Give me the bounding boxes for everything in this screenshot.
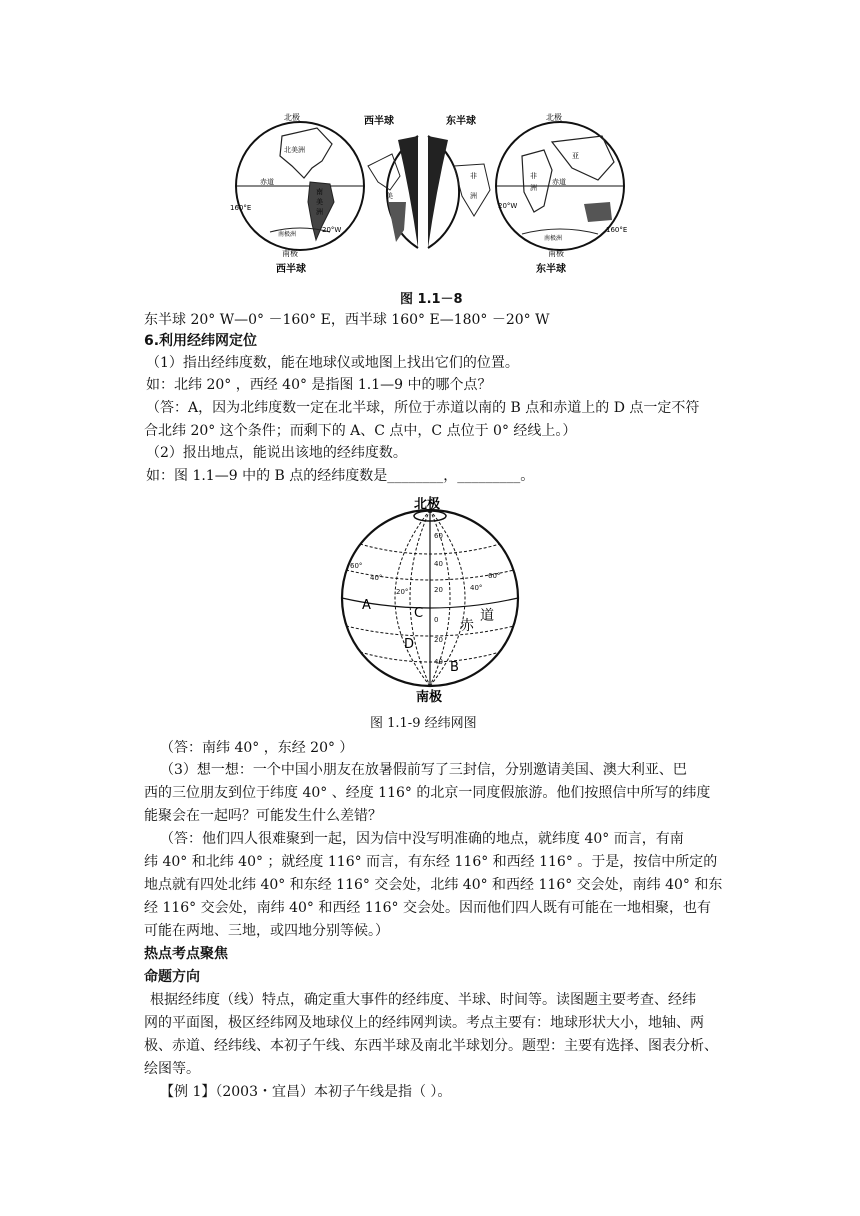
lon-160e-label: 160°E [606,226,628,234]
figure-caption: 图 1.1-9 经纬网图 [370,716,477,731]
east-hemisphere-title: 东半球 [446,116,476,127]
text-line: 西的三位朋友到位于纬度 40° 、经度 116° 的北京一同度假旅游。他们按照信中所写的纬度 [144,785,711,801]
text-line: 经 116° 交会处，南纬 40° 和西经 116° 交会处。因而他们四人既有可能在一地相聚，也有 [144,900,711,916]
text-line: （3）想一想：一个中国小朋友在放暑假前写了三封信，分别邀请美国、澳大利亚、巴 [160,762,687,778]
equator-label: 道 [480,608,494,624]
antarctica-label: 南极洲 [278,231,297,238]
north-pole-label: 北极 [546,113,562,122]
equator-label: 赤 [460,618,474,634]
text-line: （答：南纬 40° ，东经 20° ） [160,740,354,756]
section-heading: 热点考点聚焦 [144,946,228,962]
west-hemisphere-title: 西半球 [276,264,306,275]
equator-label: 赤道 [552,178,566,186]
antarctica-label: 南极洲 [544,235,563,242]
text-line: （1）指出经纬度数，能在地球仪或地图上找出它们的位置。 [146,355,519,371]
text-line: 如：图 1.1—9 中的 B 点的经纬度数是________，_________。 [146,468,535,484]
section-heading: 6.利用经纬网定位 [144,333,258,349]
africa-label: 洲 [470,192,477,200]
west-hemisphere-map [236,122,364,250]
svg-text:40: 40 [434,560,443,568]
africa-label: 非 [530,172,537,180]
text-line: 地点就有四处北纬 40° 和东经 116° 交会处，北纬 40° 和西经 116° 交会处，南纬 40° 和东 [144,877,723,893]
text-line: 绘图等。 [144,1061,200,1077]
west-hemisphere-title: 西半球 [364,116,394,127]
east-hemisphere-title: 东半球 [536,264,566,275]
svg-text:60: 60 [434,532,443,540]
text-line: 纬 40° 和北纬 40° ；就经度 116° 而言，有东经 116° 和西经 116° 。于是，按信中所定的 [144,854,718,870]
south-america-label: 美 [316,198,323,206]
text-line: （答：他们四人很难聚到一起，因为信中没写明准确的地点，就纬度 40° 而言，有南 [160,831,684,847]
lon-160e-label: 160°E [230,204,252,212]
text-line: 如：北纬 20° ，西经 40° 是指图 1.1—9 中的哪个点？ [146,377,492,393]
lon-20w-label: 20°W [498,202,518,210]
figure-caption: 图 1.1－8 [400,292,463,307]
figure-hemispheres [222,106,642,286]
svg-text:40°: 40° [370,574,383,582]
svg-text:20: 20 [434,636,443,644]
section-heading: 命题方向 [144,969,200,985]
example-question: 【例 1】（2003・宜昌）本初子午线是指（ ）。 [160,1084,452,1100]
south-america-label: 南 [316,188,323,196]
point-b-label: B [450,660,459,675]
point-d-label: D [404,637,415,652]
east-hemisphere-map [496,122,624,250]
text-line: 网的平面图，极区经纬网及地球仪上的经纬网判读。考点主要有：地球形状大小，地轴、两 [144,1015,704,1031]
svg-text:20: 20 [434,586,443,594]
point-c-label: C [414,606,424,621]
svg-text:0: 0 [434,616,439,624]
equator-label: 赤道 [260,178,274,186]
asia-label: 亚 [572,152,579,160]
south-pole-label: 南极 [416,690,443,704]
text-line: （答：A，因为北纬度数一定在北半球，所位于赤道以南的 B 点和赤道上的 D 点一定不符 [146,400,700,416]
text-line: 合北纬 20° 这个条件；而剩下的 A、C 点中，C 点位于 0° 经线上。） [144,423,577,439]
south-pole-label: 南极 [548,249,564,258]
lon-20w-label: 20°W [322,226,342,234]
south-pole-label: 南极 [282,249,298,258]
south-america-label: 洲 [316,208,323,216]
svg-text:60°: 60° [350,562,363,570]
south-america-label: 美 [386,192,393,200]
north-america-label: 北美洲 [284,146,305,154]
text-line: 东半球 20° W—0° －160° E，西半球 160° E—180° －20° W [144,312,550,328]
text-line: （2）报出地点，能说出该地的经纬度数。 [146,445,407,461]
figure-graticule-globe [330,494,530,704]
svg-text:40°: 40° [470,584,483,592]
svg-text:40: 40 [434,658,443,666]
text-line: 能聚会在一起吗？可能发生什么差错？ [144,808,382,824]
africa-label: 洲 [530,184,537,192]
svg-text:20°: 20° [396,588,409,596]
text-line: 极、赤道、经纬线、本初子午线、东西半球及南北半球划分。题型：主要有选择、图表分析、 [144,1038,718,1054]
svg-text:60°: 60° [488,572,501,580]
north-pole-label: 北极 [414,497,441,512]
north-pole-label: 北极 [284,113,300,122]
africa-label: 非 [470,172,477,180]
point-a-label: A [362,598,371,613]
text-line: 根据经纬度（线）特点，确定重大事件的经纬度、半球、时间等。读图题主要考查、经纬 [150,992,696,1008]
text-line: 可能在两地、三地，或四地分别等候。） [144,923,389,939]
